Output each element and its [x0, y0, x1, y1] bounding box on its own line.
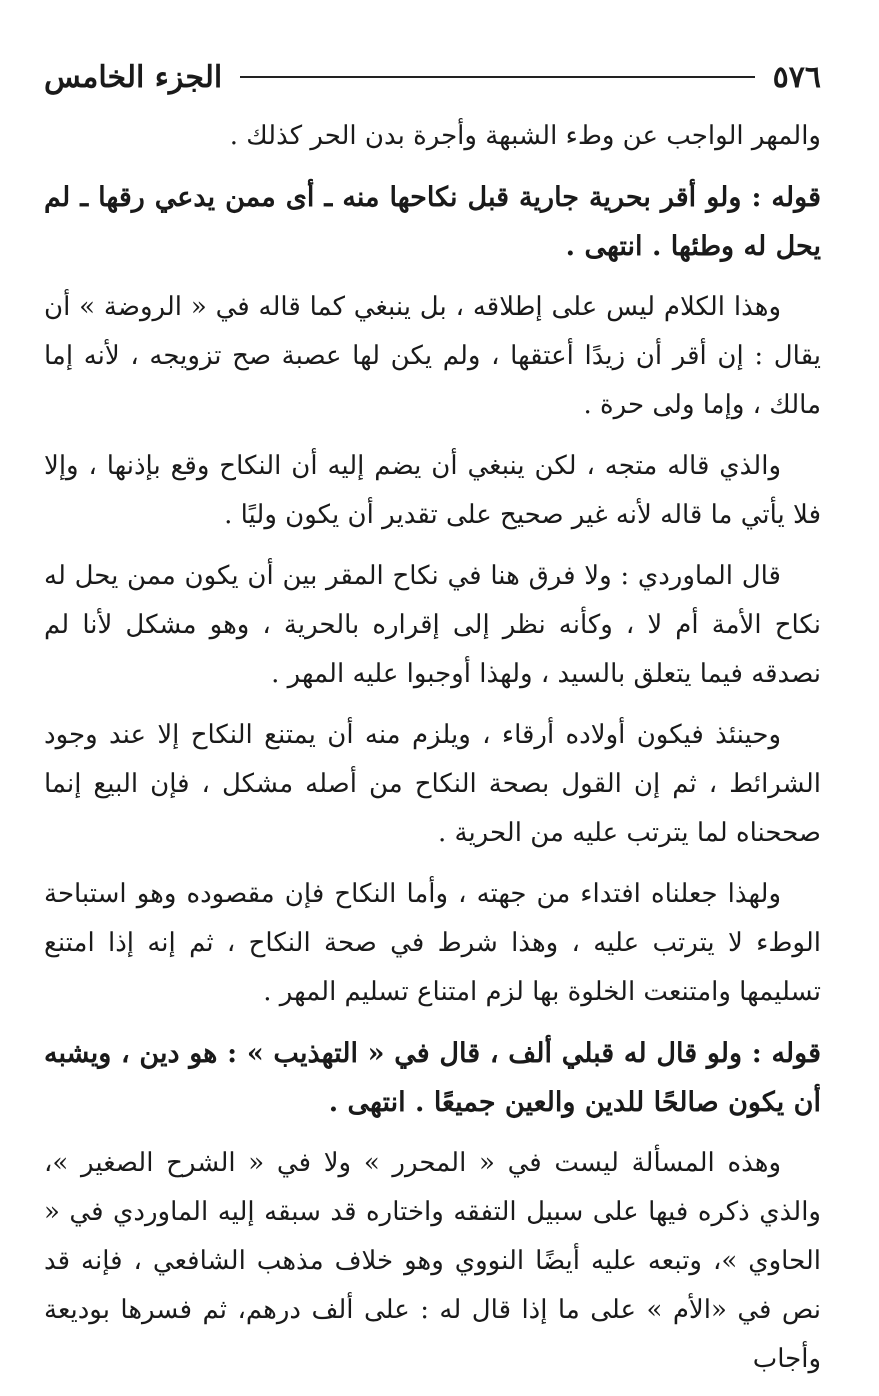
running-head: الجزء الخامس: [44, 59, 223, 95]
page-number: ٥٧٦: [772, 59, 821, 95]
paragraph-1: والمهر الواجب عن وطء الشبهة وأجرة بدن الحر كذلك .: [229, 121, 821, 151]
page-body: [44, 112, 821, 1396]
paragraph-2-quote: قوله : ولو أقر بحرية جارية قبل نكاحها منه ـ أى ممن يدعي رقها ـ لم يحل له وطئها . انتهى .: [44, 182, 821, 262]
paragraph-3: وهذا الكلام ليس على إطلاقه ، بل ينبغي كما قاله في « الروضة » أن يقال : إن أقر أن زيدًا أعتقها ، ولم يكن لها عصبة صح تزويجه ، لأنه إما مالك ، وإما ولى حرة .: [44, 292, 821, 420]
paragraph-4: والذي قاله متجه ، لكن ينبغي أن يضم إليه أن النكاح وقع بإذنها ، وإلا فلا يأتي ما قاله لأنه غير صحيح على تقدير أن يكون وليًا .: [44, 451, 821, 530]
paragraph-8-quote: قوله : ولو قال له قبلي ألف ، قال في « التهذيب » : هو دين ، ويشبه أن يكون صالحًا للدين والعين جميعًا . انتهى .: [44, 1038, 821, 1118]
paragraph-6: وحينئذ فيكون أولاده أرقاء ، ويلزم منه أن يمتنع النكاح إلا عند وجود الشرائط ، ثم إن القول بصحة النكاح من أصله مشكل ، فإن البيع إنما صححناه لما يترتب عليه من الحرية .: [44, 720, 821, 848]
paragraph-9: وهذه المسألة ليست في « المحرر » ولا في « الشرح الصغير »، والذي ذكره فيها على سبيل التفقه واختاره قد سبقه إليه الماوردي في « الحاوي »، وتبعه عليه أيضًا النووي وهو خلاف مذهب الشافعي ، فإنه قد نص في «الأم » على ما إذا قال له : على ألف درهم، ثم فسرها بوديعة وأجاب: [44, 1148, 821, 1374]
page-header: [44, 52, 821, 102]
paragraph-5: قال الماوردي : ولا فرق هنا في نكاح المقر بين أن يكون ممن يحل له نكاح الأمة أم لا ، وكأنه نظر إلى إقراره بالحرية ، وهو مشكل لأنا لم نصدقه فيما يتعلق بالسيد ، ولهذا أوجبوا عليه المهر .: [44, 561, 821, 689]
paragraph-7: ولهذا جعلناه افتداء من جهته ، وأما النكاح فإن مقصوده وهو استباحة الوطء لا يترتب عليه ، وهذا شرط في صحة النكاح ، ثم إنه إذا امتنع تسليمها وامتنعت الخلوة بها لزم امتناع تسليم المهر .: [44, 879, 821, 1007]
header-rule: [240, 76, 754, 78]
